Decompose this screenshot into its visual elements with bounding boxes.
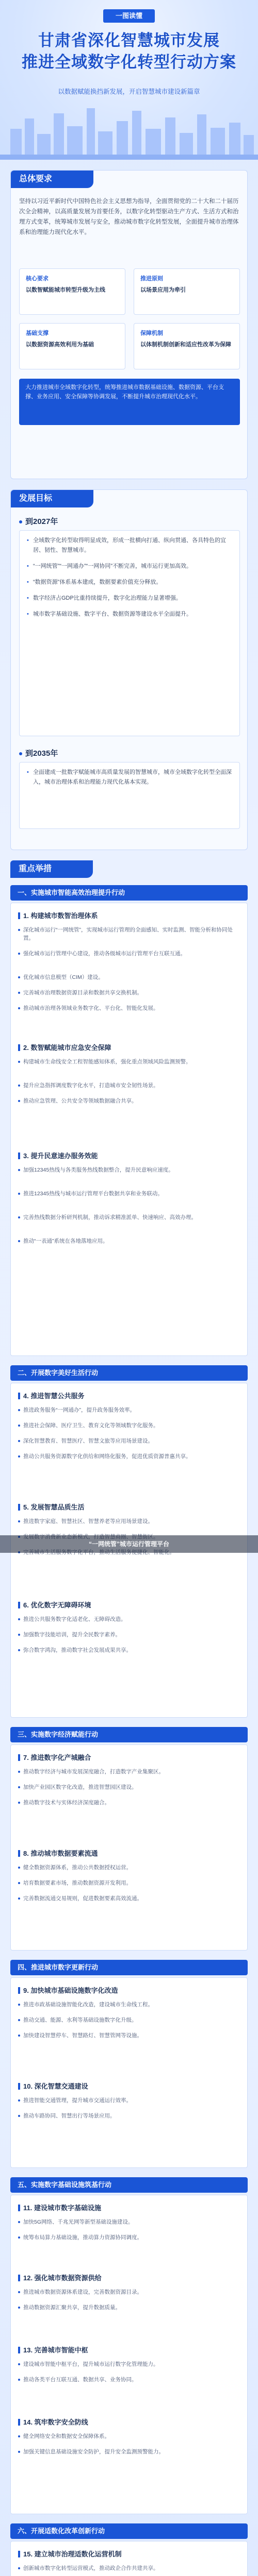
- goal-box-2035: [19, 762, 240, 829]
- overall-paragraph: 坚持以习近平新时代中国特色社会主义思想为指导，全面贯彻党的二十大和二十届历次全会精神，以高质量发展为首要任务，以数字化转型驱动生产方式、生活方式和治理方式变革，统筹城市发展与安全，推动城市数字化转型发展，全面提升城市治理体系和治理能力现代化水平。: [19, 198, 239, 235]
- task-sub-title: 3. 提升民意速办服务效能: [18, 1150, 98, 1160]
- card-text: 以体制机制创新和适应性改革为保障: [140, 342, 231, 348]
- task-group-panel: [10, 1744, 248, 1951]
- task-group-panel: [10, 2541, 248, 2576]
- task-sub-title: 15. 建立城市治理适数化运营机制: [18, 2549, 122, 2558]
- goal-item: • 城市数字基础设施、数字平台、数据资源等建设水平全面提升。: [27, 609, 232, 619]
- task-bullet: 弥合数字鸿沟，推动数字社会发展成果共享。: [18, 1646, 240, 1654]
- task-bullet: 推动数据资源汇聚共享，提升数据质量。: [18, 2303, 240, 2312]
- task-sub-title: 5. 发展智慧品质生活: [18, 1502, 84, 1512]
- goal-year-2027: 到2027年: [19, 516, 58, 527]
- card-text: 以数据资源高效利用为基础: [26, 342, 94, 348]
- task-sub-title: 4. 推进智慧公共服务: [18, 1391, 84, 1400]
- overlay-caption: “一网统管”城市运行管理平台: [0, 1535, 258, 1553]
- hero-title-line2: 推进全域数字化转型行动方案: [22, 53, 236, 71]
- task-bullet: 推动交通、能源、水利等基础设施数字化升级。: [18, 2016, 240, 2024]
- task-sub-title: 11. 建设城市数字基础设施: [18, 2202, 101, 2212]
- task-sub-title: 13. 完善城市智能中枢: [18, 2345, 88, 2354]
- goal-item: • “一网统管”“一网通办”“一网协同”不断完善，城市运行更加高效。: [27, 562, 232, 571]
- task-bullet: 推进政务服务“一网通办”，提升政务服务效率。: [18, 1406, 240, 1414]
- task-group-head: 四、推进城市数字更新行动: [10, 1960, 248, 1975]
- task-bullet: 推动公共服务资源数字化供给和网络化服务，促进优质资源普惠共享。: [18, 1452, 240, 1461]
- goal-box-2027: [19, 530, 240, 736]
- task-group-head: 三、实施数字经济赋能行动: [10, 1727, 248, 1742]
- task-bullet: 推动数字技术与实体经济深度融合。: [18, 1799, 240, 1807]
- card-head: 基础支撑: [26, 330, 49, 336]
- task-bullet: 推进12345热线与城市运行管理平台数据共享和业务联动。: [18, 1190, 240, 1198]
- goal-item: • “数据资源”体系基本建成，数据要素价值充分释放。: [27, 578, 232, 587]
- task-sub-title: 2. 数智赋能城市应急安全保障: [18, 1042, 111, 1052]
- hero-title: [10, 30, 248, 73]
- section-heading: 重点举措: [10, 860, 93, 878]
- task-bullet: 推动数字经济与城市发展深度融合，打造数字产业集聚区。: [18, 1768, 240, 1776]
- card-core: [19, 268, 125, 315]
- task-bullet: 提升应急指挥调度数字化水平，打造城市安全韧性场景。: [18, 1081, 240, 1090]
- task-bullet: 推进市政基础设施智能化改造，建设城市生命线工程。: [18, 2001, 240, 2009]
- task-bullet: 加快5G网络、千兆光网等新型基础设施建设。: [18, 2218, 240, 2226]
- task-bullet: 推动车路协同、智慧出行等场景应用。: [18, 2112, 240, 2120]
- task-sub-title: 10. 深化智慧交通建设: [18, 2081, 88, 2091]
- task-bullet: 建设城市智能中枢平台，提升城市运行数字化管理能力。: [18, 2360, 240, 2368]
- task-group-head: 一、实施城市智能高效治理提升行动: [10, 885, 248, 901]
- task-bullet: 完善城市治理数据资源目录和数据共享交换机制。: [18, 989, 240, 997]
- task-bullet: 推进智能交通管理，提升城市交通运行效率。: [18, 2096, 240, 2105]
- task-bullet: 完善热线数据分析研判机制，推动诉求精准派单、快速响应、高效办理。: [18, 1213, 240, 1222]
- card-text: 以场景应用为牵引: [140, 287, 186, 293]
- task-bullet: 加快产业园区数字化改造，推进智慧园区建设。: [18, 1783, 240, 1791]
- goal-year-2035: 到2035年: [19, 748, 58, 758]
- task-bullet: 优化城市信息模型（CIM）建设。: [18, 973, 240, 981]
- task-group-head: 六、开展适数化改革创新行动: [10, 2523, 248, 2539]
- task-bullet: 深化城市运行“一网统管”，实现城市运行管理的全面感知、实时监测、智能分析和协同处置。: [18, 926, 240, 942]
- goal-item: • 全面建成一批数字赋能城市高质量发展的智慧城市，城市全域数字化转型全面深入，城市治理体系和治理能力现代化基本实现。: [27, 768, 232, 787]
- hero-subtitle: 以数据赋能换挡新发展，开启智慧城市建设新篇章: [58, 88, 200, 95]
- task-bullet: 统筹布局算力基础设施，推动算力资源协同调度。: [18, 2233, 240, 2242]
- task-sub-title: 9. 加快城市基础设施数字化改造: [18, 1985, 118, 1995]
- goal-item: • 全域数字化转型取得明显成效，形成一批横向打通、纵向贯通、各具特色的宜居、韧性、智慧城市。: [27, 536, 232, 555]
- task-group-panel: [10, 903, 248, 1356]
- task-bullet: 深化智慧教育、智慧医疗、智慧文旅等应用场景建设。: [18, 1437, 240, 1445]
- task-bullet: 推动城市治理各领域业务数字化、平台化、智能化发展。: [18, 1004, 240, 1012]
- section-heading: 发展目标: [11, 490, 93, 507]
- goal-item: • 数字经济占GDP比重持续提升，数字化治理能力显著增强。: [27, 594, 232, 603]
- task-bullet: 强化城市运行管理中心建设，推动各级城市运行管理平台互联互通。: [18, 950, 240, 958]
- task-sub-title: 8. 推动城市数据要素流通: [18, 1848, 98, 1858]
- task-sub-title: 7. 推进数字化产城融合: [18, 1752, 91, 1762]
- section-heading: 总体要求: [11, 171, 93, 188]
- task-bullet: 培育数据要素市场，推动数据资源开发利用。: [18, 1879, 240, 1887]
- section-overall: [10, 170, 248, 479]
- task-bullet: 加强12345热线与各类服务热线数据整合，提升民意响应速度。: [18, 1166, 240, 1174]
- card-head: 推进原则: [140, 276, 163, 282]
- task-bullet: 加强数字技能培训，提升全民数字素养。: [18, 1631, 240, 1639]
- hero-title-line1: 甘肃省深化智慧城市发展: [38, 31, 220, 49]
- task-bullet: 推进数字家庭、智慧社区、智慧养老等应用场景建设。: [18, 1517, 240, 1526]
- task-bullet: 构建城市生命线安全工程智能感知体系，强化重点领域风险监测预警。: [18, 1058, 240, 1066]
- task-sub-title: 6. 优化数字无障碍环境: [18, 1600, 91, 1609]
- task-bullet: 完善数据流通交易规则，促进数据要素高效流通。: [18, 1894, 240, 1903]
- section-goals: [10, 489, 248, 850]
- task-bullet: 加强关键信息基础设施安全防护，提升安全监测预警能力。: [18, 2448, 240, 2456]
- card-head: 保障机制: [140, 330, 163, 336]
- task-sub-title: 1. 构建城市数智治理体系: [18, 910, 98, 920]
- task-bullet: 推动各类平台互联互通、数据共享、业务协同。: [18, 2376, 240, 2384]
- hero-tag: 一图读懂: [103, 9, 155, 23]
- task-group-head: 二、开展数字美好生活行动: [10, 1365, 248, 1381]
- task-bullet: 推进公共服务数字化适老化、无障碍改造。: [18, 1615, 240, 1623]
- card-principle: [134, 268, 240, 315]
- task-bullet: 加快建设智慧停车、智慧路灯、智慧管网等设施。: [18, 2031, 240, 2040]
- task-group-panel: [10, 1977, 248, 2168]
- task-bullet: 推进城市数据资源体系建设，完善数据资源目录。: [18, 2288, 240, 2296]
- city-skyline-icon: [0, 103, 258, 160]
- task-bullet: 健全数据资源体系，推动公共数据授权运营。: [18, 1863, 240, 1872]
- task-sub-title: 14. 筑牢数字安全防线: [18, 2417, 88, 2427]
- task-bullet: 推进社会保障、医疗卫生、教育文化等领域数字化服务。: [18, 1421, 240, 1430]
- card-foundation: [19, 323, 125, 369]
- task-bullet: 推动“一表通”系统在各地落地应用。: [18, 1237, 240, 1245]
- task-bullet: 创新城市数字化转型运营模式，推动政企合作共建共享。: [18, 2564, 240, 2572]
- task-sub-title: 12. 强化城市数据资源供给: [18, 2273, 102, 2282]
- card-text: 以数智赋能城市转型升级为主线: [26, 287, 105, 293]
- task-bullet: 健全网络安全和数据安全保障体系。: [18, 2432, 240, 2441]
- task-bullet: 推动应急管理、公共安全等领域数据融合共享。: [18, 1097, 240, 1105]
- task-group-head: 五、实施数字基础设施筑基行动: [10, 2177, 248, 2193]
- hero-banner: [0, 0, 258, 160]
- task-group-panel: [10, 2195, 248, 2514]
- card-guarantee: [134, 323, 240, 369]
- overall-strip: 大力推进城市全域数字化转型，统筹推进城市数据基础设施、数据资源、平台支撑、业务应用、安全保障等协调发展，不断提升城市治理现代化水平。: [19, 379, 240, 425]
- card-head: 核心要求: [26, 276, 49, 282]
